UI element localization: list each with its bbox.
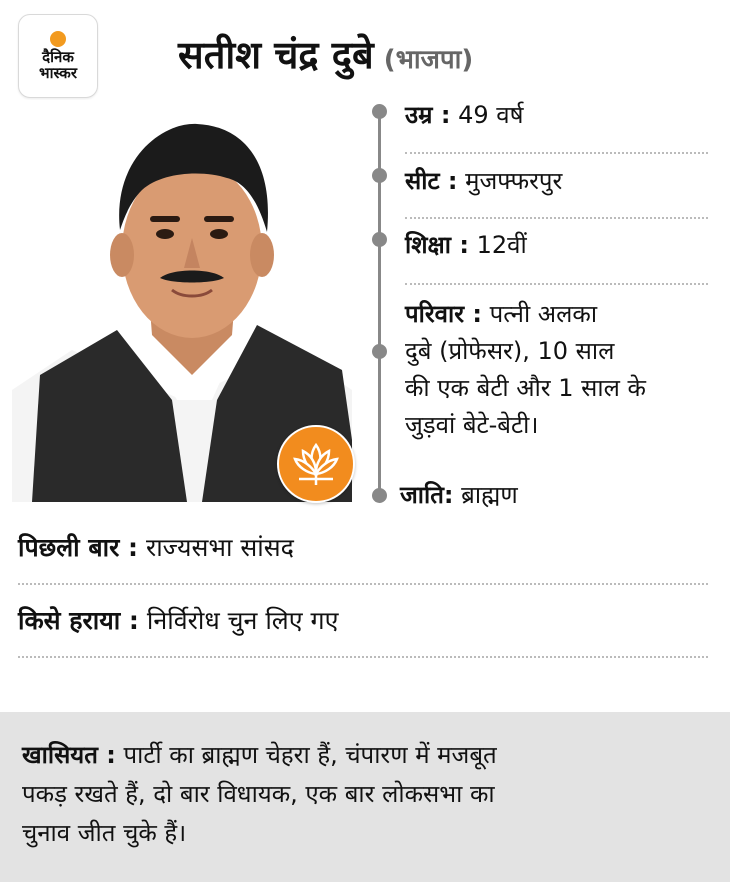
- family-line-3: की एक बेटी और 1 साल के: [405, 374, 646, 402]
- sun-icon: [50, 31, 66, 47]
- timeline-dot-age: [372, 104, 387, 119]
- highlight-line-1: पार्टी का ब्राह्मण चेहरा हैं, चंपारण में मजबूत: [123, 741, 497, 769]
- divider: [405, 217, 708, 219]
- timeline-line: [378, 106, 381, 498]
- defeated-label: किसे हराया :: [18, 606, 139, 635]
- party-symbol: [277, 425, 355, 503]
- seat-value: मुजफ्फरपुर: [465, 167, 563, 195]
- logo-line-1: दैनिक: [42, 48, 74, 66]
- age-label: उम्र :: [405, 101, 451, 129]
- divider: [405, 152, 708, 154]
- highlight-text: [22, 736, 702, 853]
- previous-row: [18, 530, 294, 564]
- timeline-dot-seat: [372, 168, 387, 183]
- education-value: 12वीं: [476, 231, 527, 259]
- previous-value: राज्यसभा सांसद: [145, 533, 294, 562]
- family-label: परिवार :: [405, 300, 482, 328]
- highlight-line-2: पकड़ रखते हैं, दो बार विधायक, एक बार लोकसभा का: [22, 780, 495, 808]
- highlight-panel: [0, 712, 730, 882]
- divider: [18, 583, 708, 585]
- seat-label: सीट :: [405, 167, 458, 195]
- age-row: [405, 98, 524, 132]
- lotus-icon: [289, 437, 343, 491]
- timeline-dot-education: [372, 232, 387, 247]
- caste-value: ब्राह्मण: [461, 481, 518, 509]
- dainik-bhaskar-logo: [18, 14, 98, 98]
- caste-row: [400, 478, 518, 512]
- age-value: 49 वर्ष: [458, 101, 524, 129]
- highlight-line-3: चुनाव जीत चुके हैं।: [22, 819, 187, 847]
- divider: [405, 283, 708, 285]
- divider: [18, 656, 708, 658]
- page-title: [178, 28, 473, 80]
- family-line-2: दुबे (प्रोफेसर), 10 साल: [405, 337, 615, 365]
- party-name: (भाजपा): [383, 45, 474, 75]
- defeated-value: निर्विरोध चुन लिए गए: [146, 606, 339, 635]
- timeline-dot-caste: [372, 488, 387, 503]
- highlight-label: खासियत :: [22, 741, 116, 769]
- education-label: शिक्षा :: [405, 231, 469, 259]
- timeline-dot-family: [372, 344, 387, 359]
- caste-label: जाति:: [400, 481, 454, 509]
- education-row: [405, 228, 527, 262]
- previous-label: पिछली बार :: [18, 533, 139, 562]
- family-line-1: पत्नी अलका: [489, 300, 598, 328]
- seat-row: [405, 164, 562, 198]
- candidate-name: सतीश चंद्र दुबे: [178, 33, 374, 77]
- family-row: [405, 296, 646, 444]
- defeated-row: [18, 603, 338, 637]
- family-line-4: जुड़वां बेटे-बेटी।: [405, 411, 539, 439]
- logo-line-2: भास्कर: [39, 64, 77, 82]
